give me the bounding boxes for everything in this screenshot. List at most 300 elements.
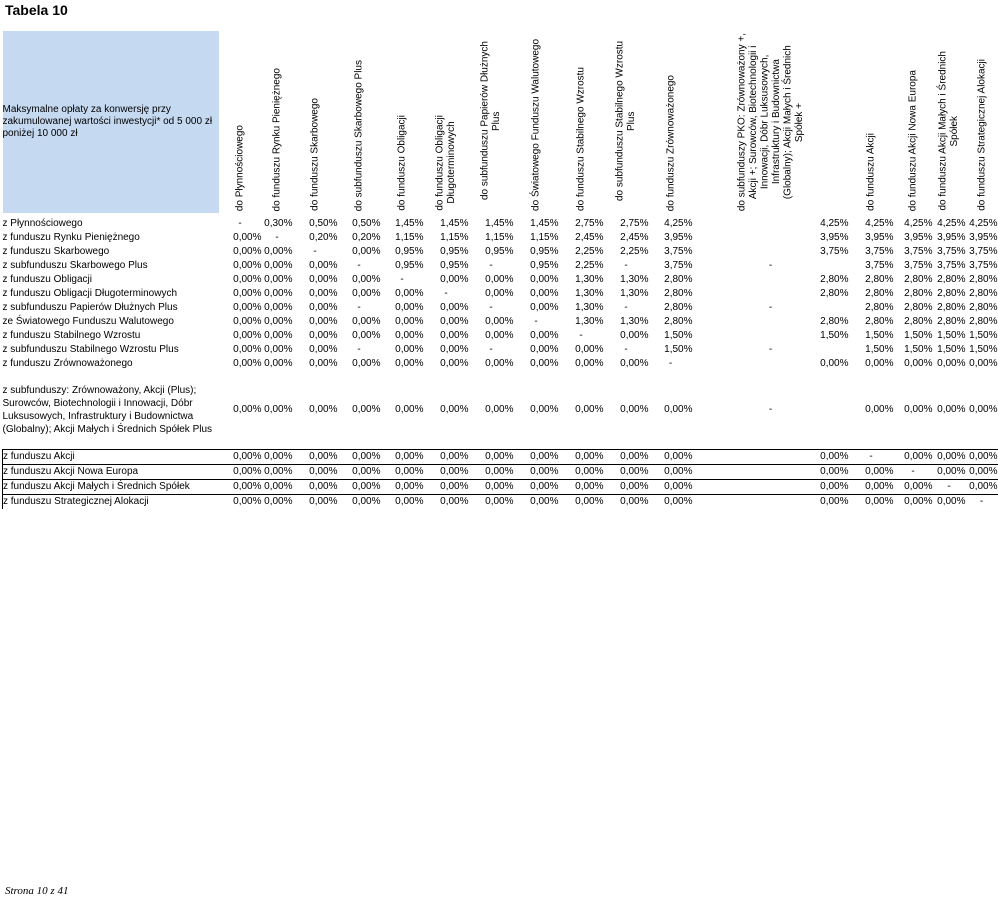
fee-cell: 1,50% <box>865 344 894 355</box>
fee-cell: 0,00% <box>604 465 649 480</box>
fee-cell: 1,15% <box>530 232 559 243</box>
fee-cell: 0,00% <box>219 465 262 480</box>
fee-cell: 0,00% <box>293 450 338 465</box>
fee-cell: - <box>668 358 673 369</box>
fee-cell: 0,20% <box>309 232 338 243</box>
table-row <box>3 495 998 510</box>
fee-cell: 0,00% <box>530 288 559 299</box>
fee-cell: 1,15% <box>440 232 469 243</box>
fee-cell: 0,00% <box>937 358 966 369</box>
fee-cell: 0,00% <box>352 404 381 415</box>
fee-cell: 1,50% <box>969 330 998 341</box>
fee-cell: 0,00% <box>309 404 338 415</box>
fee-cell: 0,00% <box>849 480 894 495</box>
fee-cell: 3,75% <box>664 260 693 271</box>
fee-cell: 0,00% <box>933 465 966 480</box>
fee-cell: 0,00% <box>894 480 933 495</box>
fee-cell: 0,00% <box>559 465 604 480</box>
row-label: z funduszu Rynku Pieniężnego <box>2 232 140 243</box>
fee-cell: 0,00% <box>620 330 649 341</box>
fee-cell: 0,50% <box>309 218 338 229</box>
fee-cell: 1,50% <box>865 330 894 341</box>
table-row <box>3 357 998 371</box>
fee-cell: 0,00% <box>233 302 262 313</box>
fee-cell: 1,50% <box>820 330 849 341</box>
fee-cell: 0,00% <box>933 495 966 510</box>
column-header <box>293 31 338 213</box>
fee-cell: 0,00% <box>309 302 338 313</box>
row-label: z funduszu Stabilnego Wzrostu <box>2 330 141 341</box>
fee-cell: 3,95% <box>904 232 933 243</box>
fee-cell: 3,95% <box>664 232 693 243</box>
fee-cell: 2,25% <box>575 246 604 257</box>
fee-cell: 3,75% <box>904 246 933 257</box>
fee-cell: 2,80% <box>865 316 894 327</box>
fee-cell: 1,30% <box>620 274 649 285</box>
fee-cell: 2,80% <box>820 316 849 327</box>
fee-cell: 0,00% <box>395 330 424 341</box>
column-header-label: do funduszu Akcji Nowa Europa <box>907 69 919 211</box>
fee-cell: 0,00% <box>264 246 293 257</box>
fee-cell: 1,50% <box>904 330 933 341</box>
fee-cell: 0,95% <box>530 246 559 257</box>
fee-cell: 0,00% <box>620 404 649 415</box>
fee-cell: 0,00% <box>309 316 338 327</box>
fee-cell: 0,20% <box>352 232 381 243</box>
fee-cell: 0,00% <box>395 302 424 313</box>
fee-cell: 0,00% <box>352 246 381 257</box>
fee-cell: 0,00% <box>966 480 998 495</box>
fee-cell: - <box>489 344 493 355</box>
fee-cell: 3,75% <box>937 246 966 257</box>
fee-cell: 3,75% <box>969 260 998 271</box>
fee-cell: 0,00% <box>338 480 381 495</box>
fee-cell: 0,00% <box>649 465 693 480</box>
row-label: z funduszu Obligacji Długoterminowych <box>2 288 178 299</box>
fee-cell: 0,00% <box>966 450 998 465</box>
fee-cell: 0,00% <box>395 358 424 369</box>
fee-cell: 0,00% <box>352 358 381 369</box>
row-label: z funduszu Akcji <box>3 450 219 465</box>
fee-cell: 0,00% <box>264 302 293 313</box>
fee-cell: 0,00% <box>485 404 514 415</box>
fee-cell: 0,00% <box>530 344 559 355</box>
row-label: z subfunduszu Stabilnego Wzrostu Plus <box>2 344 179 355</box>
fee-cell: 0,00% <box>440 358 469 369</box>
fee-cell: 0,00% <box>309 330 338 341</box>
column-header <box>514 31 559 213</box>
fee-cell: 1,30% <box>620 316 649 327</box>
fee-cell: 0,00% <box>233 330 262 341</box>
fee-cell: - <box>849 450 894 465</box>
fee-cell: - <box>400 274 404 285</box>
column-header-label: do funduszu Rynku Pieniężnego <box>271 67 283 211</box>
table-row <box>3 217 998 231</box>
fee-cell: 0,00% <box>969 404 998 415</box>
fee-cell: 0,00% <box>820 358 849 369</box>
fee-cell: 0,00% <box>293 480 338 495</box>
table-row <box>3 259 998 273</box>
fee-cell: 2,80% <box>820 288 849 299</box>
fee-cell: 0,00% <box>865 358 894 369</box>
fee-cell: 3,95% <box>969 232 998 243</box>
fee-cell: 2,80% <box>664 316 693 327</box>
fee-cell: 4,25% <box>820 218 849 229</box>
fee-cell: 0,00% <box>293 465 338 480</box>
fee-cell: 0,00% <box>469 450 514 465</box>
fee-cell: 0,00% <box>530 358 559 369</box>
fee-cell: 0,00% <box>514 465 559 480</box>
column-header <box>693 31 849 213</box>
fee-cell: 4,25% <box>937 218 966 229</box>
fee-cell: - <box>768 260 773 271</box>
fee-cell: 2,80% <box>664 302 693 313</box>
column-header <box>966 31 998 213</box>
fee-cell: 3,95% <box>865 232 894 243</box>
fee-cell: 4,25% <box>904 218 933 229</box>
fee-cell: 0,00% <box>559 495 604 510</box>
column-header <box>894 31 933 213</box>
table-row <box>3 245 998 259</box>
fee-cell: 0,00% <box>395 316 424 327</box>
fee-cell: 2,80% <box>904 302 933 313</box>
column-header <box>604 31 649 213</box>
fee-cell: 2,80% <box>904 288 933 299</box>
fee-cell: 0,00% <box>233 316 262 327</box>
fee-cell: 2,80% <box>937 302 966 313</box>
header-row <box>3 31 998 213</box>
fee-cell: 0,00% <box>440 302 469 313</box>
fee-cell: - <box>624 260 628 271</box>
fee-cell: 0,00% <box>338 465 381 480</box>
column-header <box>469 31 514 213</box>
fee-cell: 3,75% <box>937 260 966 271</box>
fee-cell: 2,80% <box>865 302 894 313</box>
fee-cell: 1,45% <box>440 218 469 229</box>
fee-cell: 2,80% <box>865 288 894 299</box>
fee-cell: 0,00% <box>604 480 649 495</box>
table-row <box>3 450 998 465</box>
fee-cell: - <box>444 288 448 299</box>
fee-cell: 0,00% <box>849 465 894 480</box>
fee-cell: 0,00% <box>352 316 381 327</box>
fee-cell: 0,00% <box>469 465 514 480</box>
fee-cell: - <box>534 316 538 327</box>
fee-cell: - <box>894 465 933 480</box>
fee-cell: 0,00% <box>894 495 933 510</box>
fee-cell: 0,00% <box>424 480 469 495</box>
fee-cell: 0,00% <box>233 274 262 285</box>
fee-cell: - <box>579 330 583 341</box>
fee-cell: 0,00% <box>395 344 424 355</box>
fee-cell: 2,80% <box>664 288 693 299</box>
fee-cell: 0,00% <box>849 495 894 510</box>
fee-cell: 3,95% <box>937 232 966 243</box>
fee-cell: 0,00% <box>381 495 424 510</box>
fee-cell: 0,00% <box>352 288 381 299</box>
fee-cell: 0,00% <box>219 450 262 465</box>
fee-cell: 2,80% <box>969 288 998 299</box>
table-row <box>3 375 998 445</box>
fee-cell: 1,50% <box>664 330 693 341</box>
fee-cell: 0,00% <box>309 358 338 369</box>
fee-cell: 1,30% <box>620 288 649 299</box>
fee-cell: 0,00% <box>233 260 262 271</box>
column-header-label: do funduszu Akcji Małych i Średnich Spółek <box>937 51 960 211</box>
fee-cell: 0,00% <box>693 465 849 480</box>
fee-cell: 4,25% <box>865 218 894 229</box>
fee-cell: 0,00% <box>649 495 693 510</box>
fee-cell: 2,25% <box>620 246 649 257</box>
fee-cell: 0,95% <box>395 246 424 257</box>
fee-cell: 0,00% <box>530 302 559 313</box>
fee-cell: - <box>768 302 773 313</box>
fee-cell: 0,00% <box>865 404 894 415</box>
fee-cell: 2,80% <box>664 274 693 285</box>
fee-cell: 3,75% <box>865 260 894 271</box>
fee-cell: 0,00% <box>969 358 998 369</box>
table-row <box>3 465 998 480</box>
fee-cell: 0,00% <box>620 358 649 369</box>
fee-cell: 4,25% <box>969 218 998 229</box>
fee-cell: 0,00% <box>514 480 559 495</box>
fee-cell: 0,00% <box>233 288 262 299</box>
fee-cell: 0,00% <box>338 495 381 510</box>
fee-cell: 0,00% <box>424 465 469 480</box>
fee-cell: 2,80% <box>865 274 894 285</box>
fee-cell: 2,80% <box>969 302 998 313</box>
fee-cell: 0,00% <box>381 480 424 495</box>
fee-cell: 2,45% <box>575 232 604 243</box>
fee-cell: - <box>768 404 773 415</box>
fee-cell: 0,00% <box>440 344 469 355</box>
row-label: z Płynnościowego <box>2 218 83 229</box>
fee-cell: 1,30% <box>575 302 604 313</box>
fee-cell: 0,00% <box>530 330 559 341</box>
fee-cell: 1,45% <box>395 218 424 229</box>
row-label: z funduszu Skarbowego <box>2 246 110 257</box>
row-label: z subfunduszy: Zrównoważony, Akcji (Plus); Surowców, Biotechnologii i Innowacji, Dóbr Luksusowych, Infrastruktury i Budownictwa (Globalny); Akcji Małych i Średnich Spółek Plus <box>2 385 213 435</box>
fee-cell: 0,00% <box>649 450 693 465</box>
fee-cell: 0,00% <box>262 480 293 495</box>
fee-cell: 3,75% <box>820 246 849 257</box>
fee-cell: 0,00% <box>933 450 966 465</box>
fee-cell: 1,50% <box>937 330 966 341</box>
fee-cell: 2,80% <box>969 274 998 285</box>
fee-cell: 0,00% <box>469 495 514 510</box>
column-header-label: do funduszu Skarbowego <box>309 98 321 211</box>
fee-cell: 0,00% <box>575 404 604 415</box>
column-header-label: do subfunduszy PKO: Zrównoważony +, Akcji +; Surowców, Biotechnologii i Innowacji, Dóbr Luksusowych, Infrastruktury i Budownictwa (Globalny); Akcji Małych i Średnich Spółek + <box>736 32 805 211</box>
row-label: ze Światowego Funduszu Walutowego <box>2 316 174 327</box>
fee-cell: 1,45% <box>485 218 514 229</box>
fee-cell: 0,00% <box>262 495 293 510</box>
fee-cell: 2,80% <box>969 316 998 327</box>
column-header <box>262 31 293 213</box>
fee-cell: 0,00% <box>485 316 514 327</box>
row-label: z subfunduszu Papierów Dłużnych Plus <box>2 302 178 313</box>
column-header-label: do funduszu Strategicznej Alokacji <box>975 59 987 211</box>
fee-cell: 0,00% <box>264 358 293 369</box>
column-header-label: do funduszu Obligacji Długoterminowych <box>434 115 457 211</box>
column-header-label: do funduszu Zrównoważonego <box>664 74 676 211</box>
fee-cell: - <box>313 246 317 257</box>
fee-cell: 0,00% <box>264 330 293 341</box>
fee-cell: 0,00% <box>264 344 293 355</box>
fee-cell: 0,00% <box>352 274 381 285</box>
fee-cell: - <box>624 302 628 313</box>
fee-cell: 0,00% <box>530 404 559 415</box>
fee-cell: 0,00% <box>309 344 338 355</box>
fee-cell: 0,00% <box>440 330 469 341</box>
fee-cell: 0,00% <box>904 358 933 369</box>
fee-cell: 0,00% <box>395 404 424 415</box>
column-header <box>219 31 262 213</box>
fee-cell: - <box>357 302 361 313</box>
fee-cell: 3,75% <box>664 246 693 257</box>
fee-cell: 0,00% <box>233 404 262 415</box>
fee-cell: - <box>768 344 773 355</box>
fee-cell: 2,80% <box>820 274 849 285</box>
fee-cell: 2,80% <box>937 288 966 299</box>
fee-cell: 0,00% <box>559 450 604 465</box>
fee-cell: 4,25% <box>664 218 693 229</box>
fee-cell: 1,45% <box>530 218 559 229</box>
fee-cell: 0,00% <box>966 465 998 480</box>
fee-cell: 0,00% <box>440 316 469 327</box>
table-row <box>3 343 998 357</box>
fee-cell: 1,50% <box>937 344 966 355</box>
row-label: z funduszu Obligacji <box>2 274 92 285</box>
fee-cell: 0,00% <box>604 495 649 510</box>
row-label: z funduszu Akcji Nowa Europa <box>3 465 219 480</box>
fee-cell: 0,00% <box>381 450 424 465</box>
fee-cell: 0,00% <box>264 288 293 299</box>
fee-cell: 1,15% <box>485 232 514 243</box>
fee-cell: 0,00% <box>309 274 338 285</box>
fee-cell: 3,75% <box>904 260 933 271</box>
fee-cell: 0,00% <box>649 480 693 495</box>
table-row <box>3 301 998 315</box>
fee-cell: - <box>933 480 966 495</box>
fee-cell: 2,75% <box>620 218 649 229</box>
fee-cell: 0,95% <box>440 246 469 257</box>
fee-cell: 0,00% <box>693 495 849 510</box>
fee-cell: 0,00% <box>264 274 293 285</box>
fee-cell: 0,00% <box>904 404 933 415</box>
fee-cell: 0,00% <box>514 450 559 465</box>
column-header <box>559 31 604 213</box>
fee-cell: 0,00% <box>440 274 469 285</box>
fee-cell: 0,00% <box>424 450 469 465</box>
fee-cell: 0,00% <box>485 288 514 299</box>
table-row <box>3 329 998 343</box>
fee-cell: - <box>624 344 628 355</box>
fee-cell: 2,25% <box>575 260 604 271</box>
fee-cell: 0,00% <box>309 260 338 271</box>
fee-cell: 2,80% <box>937 316 966 327</box>
fee-cell: 1,50% <box>969 344 998 355</box>
row-label: z funduszu Akcji Małych i Średnich Spółek <box>3 480 219 495</box>
fee-cell: 0,00% <box>264 316 293 327</box>
fee-cell: 0,00% <box>693 450 849 465</box>
fee-cell: 1,30% <box>575 288 604 299</box>
fee-cell: 0,00% <box>262 465 293 480</box>
fee-cell: 0,00% <box>233 232 262 243</box>
table-row <box>3 480 998 495</box>
fee-cell: 0,00% <box>309 288 338 299</box>
column-header <box>381 31 424 213</box>
fee-cell: - <box>357 260 361 271</box>
fee-cell: 0,00% <box>604 450 649 465</box>
fee-cell: 2,80% <box>937 274 966 285</box>
fee-cell: 1,50% <box>664 344 693 355</box>
column-header-label: do Płynnościowego <box>234 124 246 211</box>
fee-cell: 0,00% <box>937 404 966 415</box>
column-header <box>649 31 693 213</box>
fee-cell: 0,50% <box>352 218 381 229</box>
fee-cell: 2,80% <box>904 316 933 327</box>
fee-cell: - <box>489 302 493 313</box>
table-row <box>3 287 998 301</box>
corner-label: Maksymalne opłaty za konwersję przy zakumulowanej wartości inwestycji* od 5 000 zł poniżej 10 000 zł <box>3 31 219 213</box>
row-label: z funduszu Zrównoważonego <box>2 358 133 369</box>
fee-cell: 0,00% <box>262 450 293 465</box>
fee-cell: 1,30% <box>575 274 604 285</box>
fee-cell: 0,00% <box>233 246 262 257</box>
table-row <box>3 315 998 329</box>
column-header <box>424 31 469 213</box>
column-header-label: do funduszu Obligacji <box>396 115 408 211</box>
fee-cell: 3,75% <box>969 246 998 257</box>
column-header <box>933 31 966 213</box>
fee-cell: 0,00% <box>514 495 559 510</box>
column-header-label: do subfunduszu Skarbowego Plus <box>353 59 365 211</box>
fee-cell: 0,00% <box>485 358 514 369</box>
fee-cell: - <box>238 218 242 229</box>
fee-cell: 2,45% <box>620 232 649 243</box>
fee-cell: - <box>489 260 493 271</box>
row-label: z subfunduszu Skarbowego Plus <box>2 260 148 271</box>
fee-cell: 0,00% <box>352 330 381 341</box>
fee-cell: 0,00% <box>233 358 262 369</box>
fee-cell: 0,00% <box>338 450 381 465</box>
fee-cell: 0,00% <box>233 344 262 355</box>
column-header <box>849 31 894 213</box>
fee-cell: 0,00% <box>693 480 849 495</box>
column-header-label: do funduszu Akcji <box>865 133 877 211</box>
fee-cell: 0,00% <box>219 495 262 510</box>
column-header-label: do funduszu Stabilnego Wzrostu <box>575 67 587 211</box>
fee-cell: 3,95% <box>820 232 849 243</box>
fee-cell: 0,95% <box>485 246 514 257</box>
fee-cell: 0,00% <box>440 404 469 415</box>
fee-cell: 0,00% <box>381 465 424 480</box>
table-row <box>3 273 998 287</box>
fee-cell: 0,30% <box>264 218 293 229</box>
fee-cell: 0,95% <box>395 260 424 271</box>
fee-cell: - <box>357 344 361 355</box>
fee-cell: 2,75% <box>575 218 604 229</box>
fee-cell: 0,00% <box>469 480 514 495</box>
fee-cell: 1,50% <box>904 344 933 355</box>
fee-cell: 0,00% <box>485 274 514 285</box>
row-label: z funduszu Strategicznej Alokacji <box>3 495 219 510</box>
fee-cell: 0,00% <box>293 495 338 510</box>
fee-table <box>2 31 998 509</box>
fee-cell: 0,95% <box>440 260 469 271</box>
fee-cell: 0,00% <box>575 358 604 369</box>
